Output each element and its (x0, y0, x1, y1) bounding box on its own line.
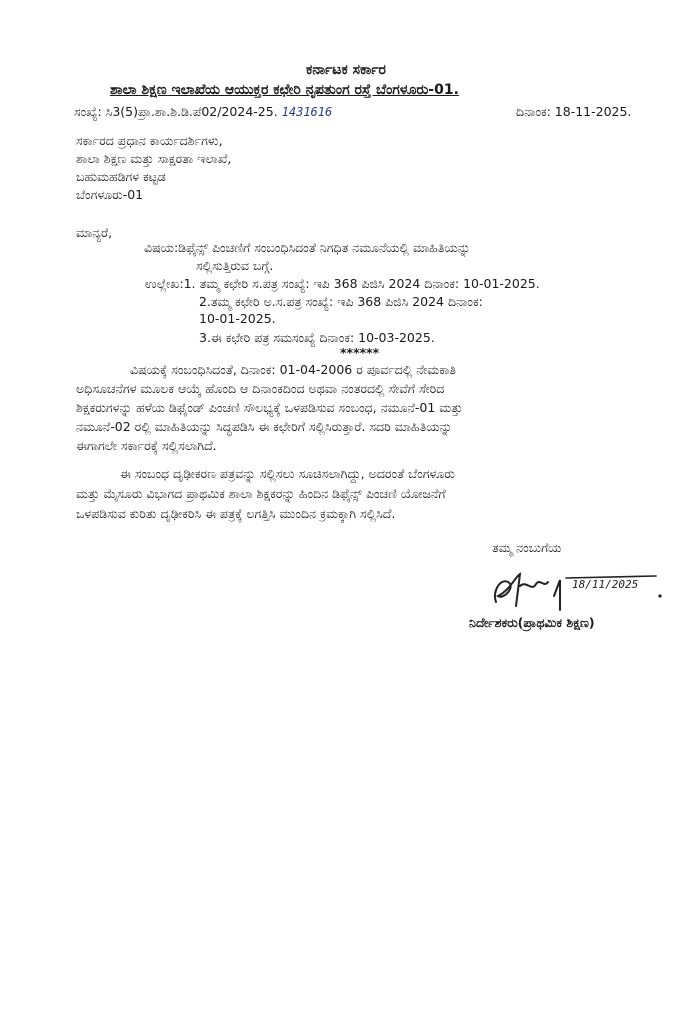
closing-yours: ತಮ್ಮ ನಂಬುಗೆಯ (492, 540, 562, 555)
reference-3: 3.ಈ ಕಛೇರಿ ಪತ್ರ ಸಮಸಂಖ್ಯೆ ದಿನಾಂಕ: 10-03-2025. (199, 330, 435, 345)
body-para2-line-3: ಒಳಪಡಿಸುವ ಕುರಿತು ದೃಢೀಕರಿಸಿ ಈ ಪತ್ರಕ್ಕೆ ಲಗತ್ತಿಸಿ ಮುಂದಿನ ಕ್ರಮಕ್ಕಾಗಿ ಸಲ್ಲಿಸಿದೆ. (76, 506, 396, 521)
office-heading: ಶಾಲಾ ಶಿಕ್ಷಣ ಇಲಾಖೆಯ ಆಯುಕ್ತರ ಕಛೇರಿ ನೃಪತುಂಗ ರಸ್ತೆ ಬೆಂಗಳೂರು-01. (110, 82, 459, 98)
body-para1-line-3: ಶಿಕ್ಷಕರುಗಳನ್ನು ಹಳೆಯ ಡಿಫೈಂಡ್ ಪಿಂಚಣಿ ಸೌಲಭ್ಯಕ್ಕೆ ಒಳಪಡಿಸುವ ಸಂಬಂಧ, ನಮೂನೆ-01 ಮತ್ತು (76, 400, 463, 415)
reference-number: ಸಂಖ್ಯೆ: ಸಿ3(5)ಪ್ರಾ.ಶಾ.ಶಿ.ಡಿ.ಪೆ02/2024-25. (74, 104, 278, 119)
body-para1-line-5: ಈಗಾಗಲೇ ಸರ್ಕಾರಕ್ಕೆ ಸಲ್ಲಿಸಲಾಗಿದೆ. (76, 438, 217, 453)
recipient-line-3: ಬಹುಮಹಡಿಗಳ ಕಟ್ಟಡ (76, 169, 166, 184)
reference-2-line-1: 2.ತಮ್ಮ ಕಛೇರಿ ಅ.ಸ.ಪತ್ರ ಸಂಖ್ಯೆ: ಇಪಿ 368 ಪಿಜಿಸಿ 2024 ದಿನಾಂಕ: (199, 294, 483, 309)
designation: ನಿರ್ದೇಶಕರು(ಪ್ರಾಥಮಿಕ ಶಿಕ್ಷಣ) (469, 615, 595, 630)
subject-line-2: ಸಲ್ಲಿಸುತ್ತಿರುವ ಬಗ್ಗೆ. (196, 258, 274, 273)
recipient-line-4: ಬೆಂಗಳೂರು-01 (76, 187, 144, 202)
reference-1: ಉಲ್ಲೇಖ:1. ತಮ್ಮ ಕಛೇರಿ ಸ.ಪತ್ರ ಸಂಖ್ಯೆ: ಇಪಿ 368 ಪಿಜಿಸಿ 2024 ದಿನಾಂಕ: 10-01-2025. (145, 276, 540, 291)
body-para2-line-1: ಈ ಸಂಬಂಧ ದೃಢೀಕರಣ ಪತ್ರವನ್ನು ಸಲ್ಲಿಸಲು ಸೂಚಿಸಲಾಗಿದ್ದು, ಅದರಂತೆ ಬೆಂಗಳೂರು (120, 466, 455, 481)
body-para2-line-2: ಮತ್ತು ಮೈಸೂರು ವಿಭಾಗದ ಪ್ರಾಥಮಿಕ ಶಾಲಾ ಶಿಕ್ಷಕರನ್ನು ಹಿಂದಿನ ಡಿಫೈನ್ಸ್ ಪಿಂಚಣಿ ಯೋಜನೆಗೆ (76, 486, 446, 501)
recipient-line-1: ಸರ್ಕಾರದ ಪ್ರಧಾನ ಕಾರ್ಯದರ್ಶಿಗಳು, (76, 133, 223, 148)
body-para1-line-4: ನಮೂನೆ-02 ರಲ್ಲಿ ಮಾಹಿತಿಯನ್ನು ಸಿದ್ಧಪಡಿಸಿ ಈ ಕಛೇರಿಗೆ ಸಲ್ಲಿಸಿರುತ್ತಾರೆ. ಸದರಿ ಮಾಹಿತಿಯನ್ನು (76, 419, 453, 434)
government-heading: ಕರ್ನಾಟಕ ಸರ್ಕಾರ (306, 62, 386, 78)
letter-date: ದಿನಾಂಕ: 18-11-2025. (516, 104, 632, 119)
recipient-line-2: ಶಾಲಾ ಶಿಕ್ಷಣ ಮತ್ತು ಸಾಕ್ಷರತಾ ಇಲಾಖೆ, (76, 151, 232, 166)
reference-2-line-2: 10-01-2025. (199, 311, 276, 326)
separator: ****** (340, 345, 380, 360)
handwritten-number: 1431616 (281, 105, 333, 119)
salutation: ಮಾನ್ಯರೆ, (76, 225, 113, 240)
subject-line-1: ವಿಷಯ:ಡಿಫೈನ್ಸ್ ಪಿಂಚಣಿಗೆ ಸಂಬಂಧಿಸಿದಂತೆ ನಿಗಧಿತ ನಮೂನೆಯಲ್ಲಿ ಮಾಹಿತಿಯನ್ನು (144, 240, 471, 255)
signature-date: 18/11/2025 (572, 578, 639, 591)
body-para1-line-1: ವಿಷಯಕ್ಕೆ ಸಂಬಂಧಿಸಿದಂತೆ, ದಿನಾಂಕ: 01-04-2006 ರ ಪೂರ್ವದಲ್ಲಿ ನೇಮಕಾತಿ (130, 362, 456, 377)
body-para1-line-2: ಅಧಿಸೂಚನೆಗಳ ಮೂಲಕ ಆಯ್ಕೆ ಹೊಂದಿ ಆ ದಿನಾಂಕದಿಂದ ಅಥವಾ ನಂತರದಲ್ಲಿ ಸೇವೆಗೆ ಸೇರಿದ (76, 381, 445, 396)
reference-number-line (74, 104, 332, 121)
